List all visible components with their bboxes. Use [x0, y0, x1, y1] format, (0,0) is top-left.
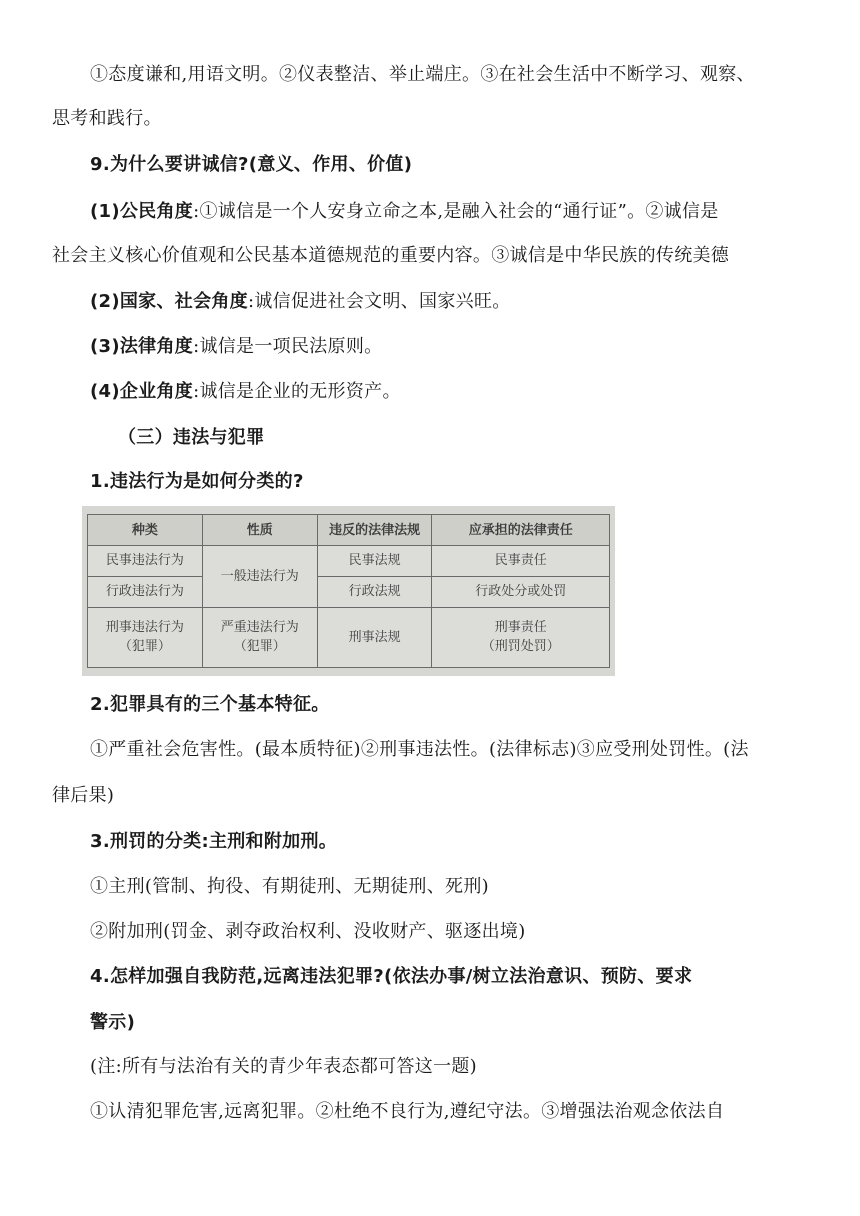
table-cell [202, 607, 317, 667]
question-heading: 4.怎样加强自我防范,远离违法犯罪?(依法办事/树立法治意识、预防、要求 [90, 966, 693, 987]
text-line [90, 379, 812, 405]
table-header: 违反的法律法规 [317, 515, 432, 546]
table-cell: 民事责任 [432, 546, 610, 577]
question-heading: 警示) [90, 1012, 136, 1033]
table-cell: 一般违法行为 [202, 546, 317, 608]
table-cell: 民事法规 [317, 546, 432, 577]
question-heading: 1.违法行为是如何分类的? [90, 471, 304, 492]
cell-line: （犯罪） [118, 639, 171, 655]
text-line: 律后果) [52, 785, 115, 806]
point-label: (2)国家、社会角度 [90, 291, 248, 312]
point-text: :诚信是企业的无形资产。 [193, 381, 401, 402]
cell-line: （刑罚处罚） [481, 639, 560, 655]
law-table-photo [82, 506, 615, 676]
note-text: (注:所有与法治有关的青少年表态都可答这一题) [90, 1056, 478, 1077]
cell-line: 严重违法行为 [220, 620, 299, 636]
question-heading: 9.为什么要讲诚信?(意义、作用、价值) [90, 154, 413, 175]
cell-line: 刑事责任 [494, 620, 547, 636]
text-line: ①主刑(管制、拘役、有期徒刑、无期徒刑、死刑) [90, 876, 489, 897]
table-cell: 行政法规 [317, 576, 432, 607]
text-line: ①态度谦和,用语文明。②仪表整洁、举止端庄。③在社会生活中不断学习、观察、 [90, 64, 755, 85]
table-cell: 行政违法行为 [88, 576, 203, 607]
point-text: :①诚信是一个人安身立命之本,是融入社会的“通行证”。②诚信是 [193, 201, 719, 222]
law-classification-table [87, 514, 610, 668]
table-cell: 行政处分或处罚 [432, 576, 610, 607]
table-header: 应承担的法律责任 [432, 515, 610, 546]
cell-line: 刑事违法行为 [105, 620, 184, 636]
point-text: :诚信促进社会文明、国家兴旺。 [247, 291, 511, 312]
text-line: 社会主义核心价值观和公民基本道德规范的重要内容。③诚信是中华民族的传统美德 [52, 245, 730, 266]
point-text: :诚信是一项民法原则。 [193, 336, 383, 357]
question-heading: 2.犯罪具有的三个基本特征。 [90, 694, 330, 715]
table-cell: 刑事法规 [317, 607, 432, 667]
point-label: (4)企业角度 [90, 381, 194, 402]
text-line [90, 334, 812, 360]
section-heading: （三）违法与犯罪 [118, 427, 265, 448]
point-label: (3)法律角度 [90, 336, 194, 357]
text-line: ①严重社会危害性。(最本质特征)②刑事违法性。(法律标志)③应受刑处罚性。(法 [90, 739, 749, 760]
cell-line: （犯罪） [233, 639, 286, 655]
table-header: 种类 [88, 515, 203, 546]
table-cell [432, 607, 610, 667]
text-line [90, 199, 812, 225]
text-line: 思考和践行。 [52, 108, 162, 129]
point-label: (1)公民角度 [90, 201, 194, 222]
text-line [90, 289, 812, 315]
text-line: ②附加刑(罚金、剥夺政治权利、没收财产、驱逐出境) [90, 921, 526, 942]
table-cell [88, 607, 203, 667]
table-cell: 民事违法行为 [88, 546, 203, 577]
text-line: ①认清犯罪危害,远离犯罪。②杜绝不良行为,遵纪守法。③增强法治观念依法自 [90, 1101, 725, 1122]
question-heading: 3.刑罚的分类:主刑和附加刑。 [90, 831, 338, 852]
table-header: 性质 [202, 515, 317, 546]
